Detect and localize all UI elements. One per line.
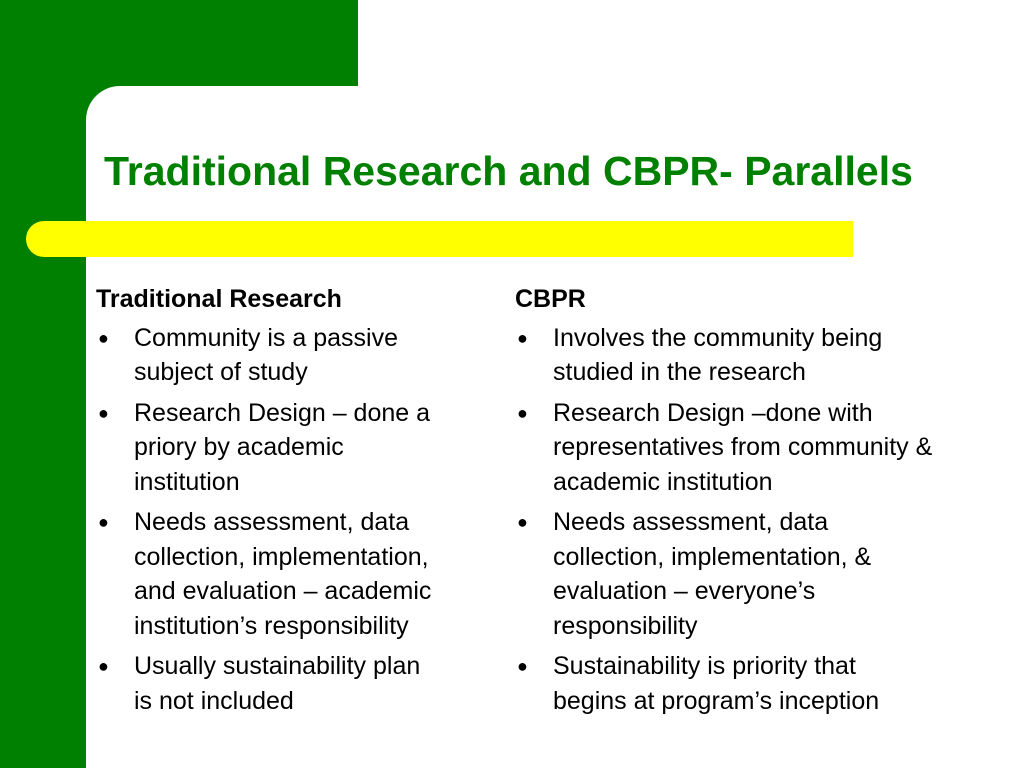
list-item — [515, 505, 995, 643]
traditional-research-column — [96, 282, 486, 724]
list-item-text: Research Design – done a priory by academic institution — [134, 398, 431, 496]
bullet-icon: ● — [98, 512, 109, 532]
list-item-text: Needs assessment, data collection, implementation, & evaluation – everyone’s responsibility — [553, 508, 872, 640]
bullet-icon: ● — [517, 402, 528, 423]
list-item-text: Sustainability is priority that begins at program’s inception — [553, 652, 880, 715]
column-heading: CBPR — [515, 285, 586, 313]
bullet-icon: ● — [517, 512, 528, 532]
list-item — [515, 321, 995, 390]
bullet-icon: ● — [98, 327, 109, 348]
decor-green-left-stripe — [0, 0, 86, 768]
column-heading: Traditional Research — [96, 285, 342, 313]
list-item — [96, 505, 486, 643]
list-item-text: Involves the community being studied in the research — [553, 323, 883, 386]
list-item-text: Research Design –done with representatives from community & academic institution — [553, 398, 933, 496]
bullet-list — [96, 321, 486, 719]
bullet-icon: ● — [98, 656, 109, 676]
list-item — [515, 396, 995, 500]
list-item — [96, 321, 486, 390]
list-item — [96, 396, 486, 500]
bullet-icon: ● — [517, 656, 528, 676]
list-item-text: Usually sustainability plan is not included — [134, 652, 421, 715]
list-item-text: Needs assessment, data collection, implementation, and evaluation – academic institution’s responsibility — [134, 508, 432, 640]
decor-rounded-corner — [86, 86, 146, 146]
cbpr-column — [515, 282, 995, 724]
bullet-list — [515, 321, 995, 719]
slide-title: Traditional Research and CBPR- Parallels — [104, 148, 913, 194]
bullet-icon: ● — [98, 402, 109, 423]
list-item-text: Community is a passive subject of study — [134, 323, 398, 386]
list-item — [515, 649, 995, 718]
decor-yellow-bar — [26, 221, 853, 257]
list-item — [96, 649, 486, 718]
bullet-icon: ● — [517, 327, 528, 348]
